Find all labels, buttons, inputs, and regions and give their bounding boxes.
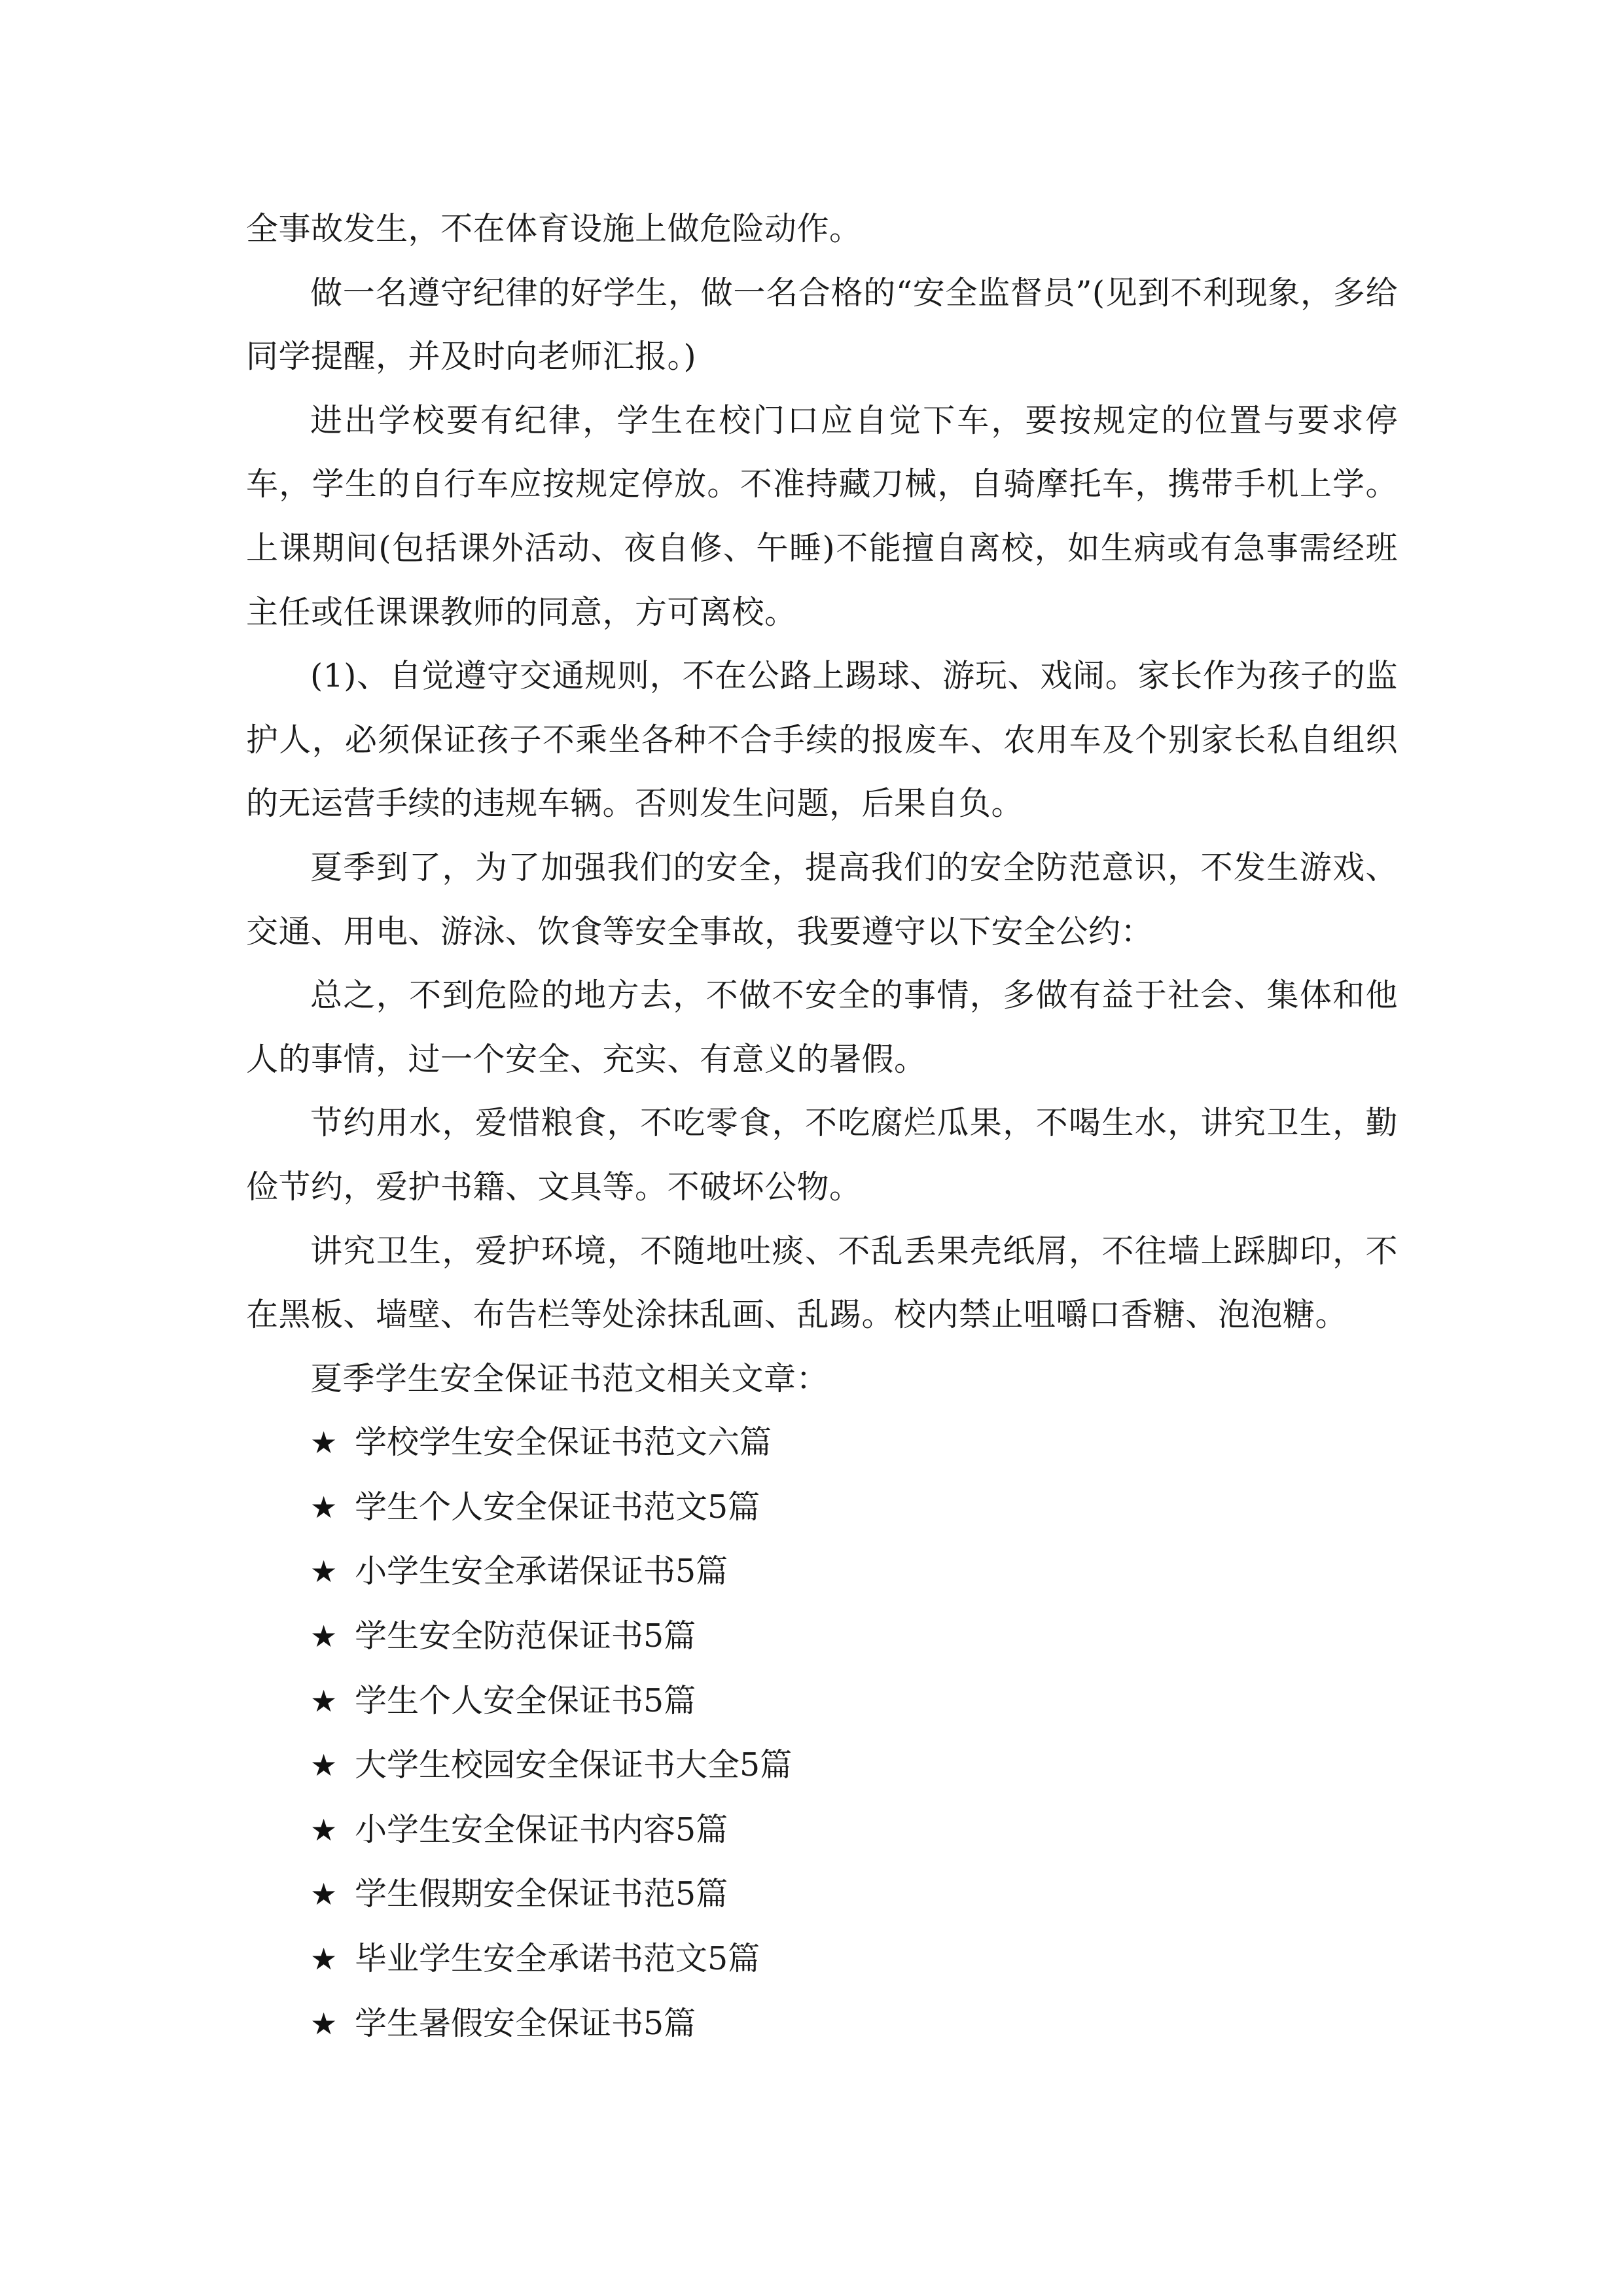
related-article-item bbox=[246, 1669, 1398, 1734]
paragraph-4: (1)、自觉遵守交通规则，不在公路上踢球、游玩、戏闹。家长作为孩子的监护人，必须保证孩子不乘坐各种不合手续的报废车、农用车及个别家长私自组织的无运营手续的违规车辆。否则发生问题，后果自负。 bbox=[246, 657, 1398, 823]
paragraph-7: 节约用水，爱惜粮食，不吃零食，不吃腐烂瓜果，不喝生水，讲究卫生，勤俭节约，爱护书籍、文具等。不破坏公物。 bbox=[246, 1104, 1398, 1206]
star-icon: ★ bbox=[310, 1489, 338, 1525]
related-articles-heading: 夏季学生安全保证书范文相关文章： bbox=[310, 1359, 829, 1397]
related-article-item bbox=[246, 1604, 1398, 1669]
paragraph-8: 讲究卫生，爱护环境，不随地吐痰、不乱丢果壳纸屑，不往墙上踩脚印，不在黑板、墙壁、布告栏等处涂抹乱画、乱踢。校内禁止咀嚼口香糖、泡泡糖。 bbox=[246, 1232, 1398, 1334]
related-article-item bbox=[246, 1798, 1398, 1863]
star-icon: ★ bbox=[310, 1619, 338, 1655]
related-article-link[interactable]: 学生假期安全保证书范5篇 bbox=[355, 1875, 728, 1913]
star-icon: ★ bbox=[310, 1941, 338, 1977]
related-article-item bbox=[246, 1475, 1398, 1540]
star-icon: ★ bbox=[310, 1876, 338, 1912]
related-article-link[interactable]: 学生安全防范保证书5篇 bbox=[355, 1617, 696, 1655]
related-article-link[interactable]: 小学生安全承诺保证书5篇 bbox=[355, 1552, 728, 1590]
paragraph-5: 夏季到了，为了加强我们的安全，提高我们的安全防范意识，不发生游戏、交通、用电、游泳、饮食等安全事故，我要遵守以下安全公约： bbox=[246, 848, 1398, 950]
paragraph-2: 做一名遵守纪律的好学生，做一名合格的“安全监督员”(见到不利现象，多给同学提醒，并及时向老师汇报。) bbox=[246, 274, 1398, 376]
paragraph-3: 进出学校要有纪律，学生在校门口应自觉下车，要按规定的位置与要求停车，学生的自行车应按规定停放。不准持藏刀械，自骑摩托车，携带手机上学。上课期间(包括课外活动、夜自修、午睡)不能擅自离校，如生病或有急事需经班主任或任课课教师的同意，方可离校。 bbox=[246, 401, 1399, 631]
related-article-link[interactable]: 学校学生安全保证书范文六篇 bbox=[355, 1424, 772, 1462]
related-article-item bbox=[246, 1733, 1398, 1798]
related-article-link[interactable]: 大学生校园安全保证书大全5篇 bbox=[355, 1746, 793, 1784]
star-icon: ★ bbox=[310, 1812, 338, 1848]
related-article-item bbox=[246, 1862, 1398, 1927]
paragraph-1: 全事故发生，不在体育设施上做危险动作。 bbox=[246, 210, 862, 247]
star-icon: ★ bbox=[310, 1425, 338, 1461]
related-article-link[interactable]: 学生个人安全保证书范文5篇 bbox=[355, 1488, 760, 1526]
related-article-link[interactable]: 学生个人安全保证书5篇 bbox=[355, 1681, 696, 1719]
star-icon: ★ bbox=[310, 1554, 338, 1590]
related-article-link[interactable]: 小学生安全保证书内容5篇 bbox=[355, 1810, 728, 1848]
star-icon: ★ bbox=[310, 2005, 338, 2041]
star-icon: ★ bbox=[310, 1683, 338, 1719]
related-articles-list bbox=[246, 1410, 1398, 2056]
document-body bbox=[246, 197, 1398, 2056]
related-article-link[interactable]: 学生暑假安全保证书5篇 bbox=[355, 2004, 696, 2042]
related-article-link[interactable]: 毕业学生安全承诺书范文5篇 bbox=[355, 1940, 760, 1978]
related-article-item bbox=[246, 1539, 1398, 1604]
related-article-item bbox=[246, 1927, 1398, 1992]
star-icon: ★ bbox=[310, 1748, 338, 1784]
related-article-item bbox=[246, 1410, 1398, 1475]
paragraph-6: 总之，不到危险的地方去，不做不安全的事情，多做有益于社会、集体和他人的事情，过一个安全、充实、有意义的暑假。 bbox=[246, 977, 1398, 1078]
related-article-item bbox=[246, 1992, 1398, 2056]
